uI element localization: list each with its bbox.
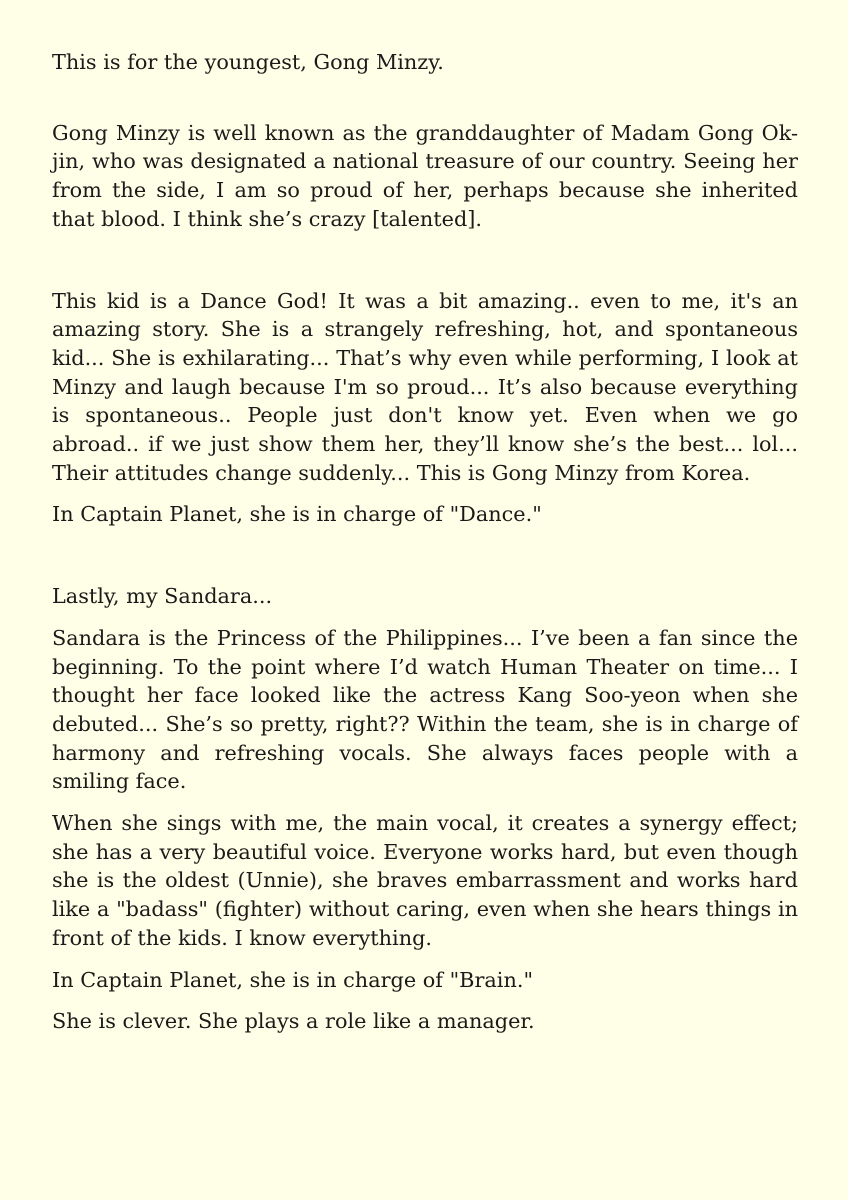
intro-minzy: This is for the youngest, Gong Minzy.: [52, 50, 444, 74]
sandara-role-line: In Captain Planet, she is in charge of "Brain.": [52, 967, 534, 992]
intro-sandara: Lastly, my Sandara...: [52, 584, 273, 609]
minzy-dance-paragraph: This kid is a Dance God! It was a bit amazing.. even to me, it's an amazing story. She is a strangely refreshing, hot, and spontaneous kid... She is exhilarating... That’s why even while performing, I look at Minzy and laugh because I'm so proud... It’s also because everything is spontaneous.. People just don't know yet. Even when we go abroad.. if we just show them her, they’ll know she’s the best... lol... Their attitudes change suddenly... This is Gong Minzy from Korea.: [52, 288, 798, 485]
sandara-vocal-paragraph: When she sings with me, the main vocal, it creates a synergy effect; she has a very beautiful voice. Everyone works hard, but even though she is the oldest (Unnie), she braves embarrassment and works hard like a "badass" (fighter) without caring, even when she hears things in front of the kids. I know everything.: [52, 811, 798, 950]
document-page: [52, 48, 798, 1036]
minzy-background-paragraph: Gong Minzy is well known as the granddaughter of Madam Gong Ok-jin, who was designated a national treasure of our country. Seeing her from the side, I am so proud of her, perhaps because she inherited that blood. I think she’s crazy [talented].: [52, 120, 798, 231]
sandara-background-paragraph: Sandara is the Princess of the Philippines... I’ve been a fan since the beginning. To the point where I’d watch Human Theater on time... I thought her face looked like the actress Kang Soo-yeon when she debuted... She’s so pretty, right?? Within the team, she is in charge of harmony and refreshing vocals. She always faces people with a smiling face.: [52, 625, 798, 794]
minzy-role-line: In Captain Planet, she is in charge of "Dance.": [52, 502, 542, 527]
sandara-manager-line: She is clever. She plays a role like a manager.: [52, 1009, 535, 1034]
